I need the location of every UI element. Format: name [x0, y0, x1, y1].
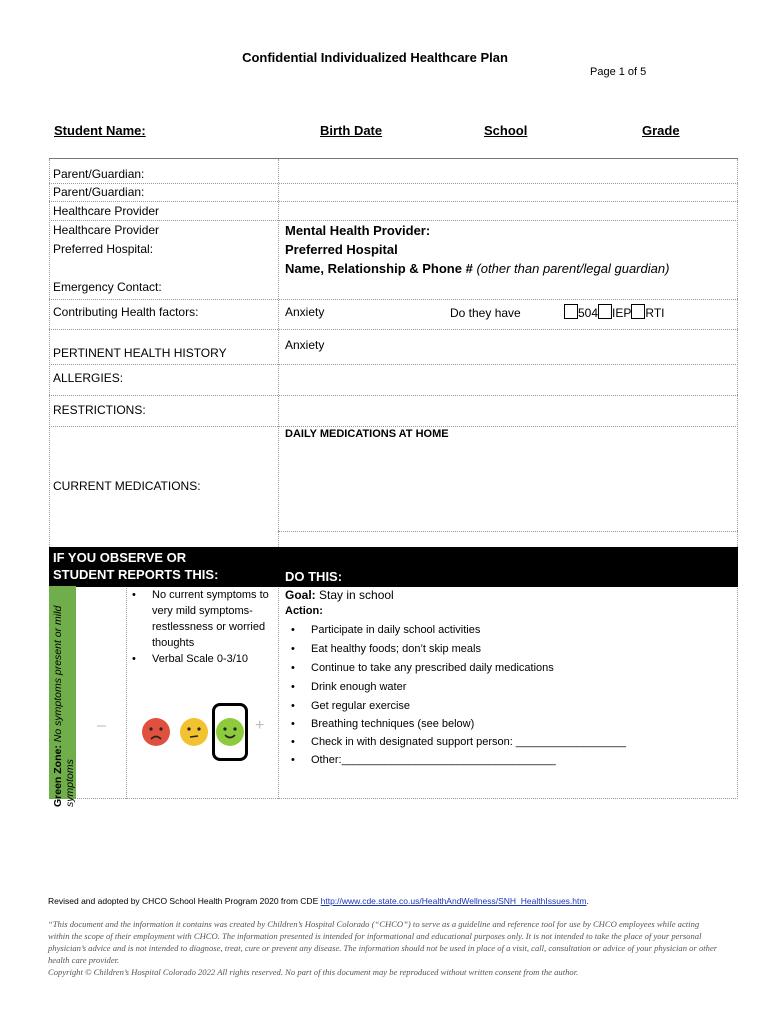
contributing-factors-label: Contributing Health factors:: [53, 305, 199, 319]
zone-header-bar: [49, 547, 738, 587]
action-label: Action:: [285, 605, 323, 617]
preferred-hospital-label: Preferred Hospital:: [53, 242, 154, 256]
contributing-factor-value: Anxiety: [285, 305, 325, 319]
healthcare-provider-2-label: Healthcare Provider: [53, 223, 160, 237]
birth-date-label: Birth Date: [320, 123, 383, 138]
emergency-contact-label: Emergency Contact:: [53, 280, 162, 294]
action-item: • Eat healthy foods; don’t skip meals: [285, 640, 735, 658]
parent-guardian-1-label: Parent/Guardian:: [53, 167, 145, 181]
do-they-have-label: Do they have: [450, 306, 521, 320]
symptom-item: • Verbal Scale 0-3/10: [126, 651, 276, 667]
student-name-label: Student Name:: [54, 123, 146, 138]
name-relationship-note: (other than parent/legal guardian): [476, 261, 670, 276]
revision-text: Revised and adopted by CHCO School Health Program 2020 from CDE: [48, 896, 319, 906]
checkbox-504[interactable]: [564, 304, 578, 319]
health-history-value: Anxiety: [285, 338, 325, 352]
mental-health-provider-label: Mental Health Provider:: [285, 223, 431, 238]
label-504: 504: [578, 306, 599, 320]
row-line: [49, 329, 738, 330]
disclaimer-text: “This document and the information it contains was created by Children’s Hospital Colorado (“CHCO”) to serve as a guideline and reference tool for use by CHCO employees while acting within the scope of their employment with CHCO. The information presented is intended for informational and educational purposes only. It is not intended to take the place of your personal physician’s advice and is not intended to diagnose, treat, cure or prevent any disease. The information should not be used in place of a visit, call, consultation or advice of your physician or other health care provider.: [48, 919, 718, 965]
green-zone-band: [49, 586, 76, 807]
emergency-name-phone-label: [285, 259, 669, 278]
observe-heading-2: STUDENT REPORTS THIS:: [53, 567, 219, 582]
action-plan: [285, 587, 735, 769]
row-line: [49, 299, 738, 300]
page-title: Confidential Individualized Healthcare Plan: [242, 50, 508, 65]
scale-minus-icon: –: [97, 717, 106, 734]
label-iep: IEP: [612, 306, 632, 320]
current-medications-label: CURRENT MEDICATIONS:: [53, 479, 201, 493]
feelings-scale: [97, 703, 277, 763]
grade-label: Grade: [642, 123, 680, 138]
cde-link[interactable]: http://www.cde.state.co.us/HealthAndWellness/SNH_HealthIssues.htm: [320, 896, 587, 906]
checkbox-iep[interactable]: [598, 304, 612, 319]
disclaimer-block: [48, 918, 720, 978]
action-item: • Participate in daily school activities: [285, 621, 735, 639]
form-left-edge: [49, 159, 50, 547]
page-number: Page 1 of 5: [590, 66, 647, 78]
row-line: [49, 364, 738, 365]
row-line: [49, 183, 738, 184]
copyright-text: Copyright © Children’s Hospital Colorado 2022 All rights reserved. No part of this document may be reproduced without written consent from the author.: [48, 967, 579, 977]
action-item: • Drink enough water: [285, 678, 735, 696]
healthcare-provider-1-label: Healthcare Provider: [53, 204, 160, 218]
action-item: • Continue to take any prescribed daily medications: [285, 659, 735, 677]
health-history-label: PERTINENT HEALTH HISTORY: [53, 346, 227, 360]
sad-face-icon: [141, 717, 171, 747]
symptom-list: [126, 587, 276, 667]
name-relationship-phone: Name, Relationship & Phone #: [285, 261, 473, 276]
happy-face-icon: [215, 717, 245, 747]
form-right-edge: [737, 159, 738, 799]
green-zone-label: [52, 577, 76, 807]
health-plan-form: [49, 158, 738, 807]
observe-heading-1: IF YOU OBSERVE OR: [53, 550, 187, 565]
restrictions-label: RESTRICTIONS:: [53, 403, 146, 417]
action-item: • Breathing techniques (see below): [285, 715, 735, 733]
row-line: [49, 395, 738, 396]
green-zone-title: Green Zone:: [52, 745, 64, 807]
goal-label: Goal:: [285, 588, 316, 602]
green-zone-description: No symptoms present or mild symptoms: [52, 605, 76, 807]
parent-guardian-2-label: Parent/Guardian:: [53, 185, 145, 199]
column-divider: [278, 159, 279, 547]
allergies-label: ALLERGIES:: [53, 371, 124, 385]
row-line: [49, 798, 738, 799]
preferred-hospital-right-label: Preferred Hospital: [285, 242, 398, 257]
plan-options: [564, 304, 665, 322]
action-item: • Get regular exercise: [285, 697, 735, 715]
school-label: School: [484, 123, 528, 138]
symptom-item: • No current symptoms to very mild symptoms- restlessness or worried thoughts: [126, 587, 276, 651]
row-line: [278, 531, 738, 532]
daily-medications-label: DAILY MEDICATIONS AT HOME: [285, 428, 449, 440]
scale-plus-icon: +: [255, 717, 265, 734]
goal-value: Stay in school: [319, 588, 394, 602]
action-item: • Other:___________________________________: [285, 751, 735, 769]
neutral-face-icon: [179, 717, 209, 747]
do-this-heading: DO THIS:: [285, 569, 343, 584]
revision-suffix: .: [586, 896, 589, 906]
checkbox-rti[interactable]: [631, 304, 645, 319]
action-item: • Check in with designated support person: __________________: [285, 733, 735, 751]
label-rti: RTI: [645, 306, 665, 320]
revision-note: [48, 896, 589, 906]
zone-divider-2: [278, 586, 279, 799]
